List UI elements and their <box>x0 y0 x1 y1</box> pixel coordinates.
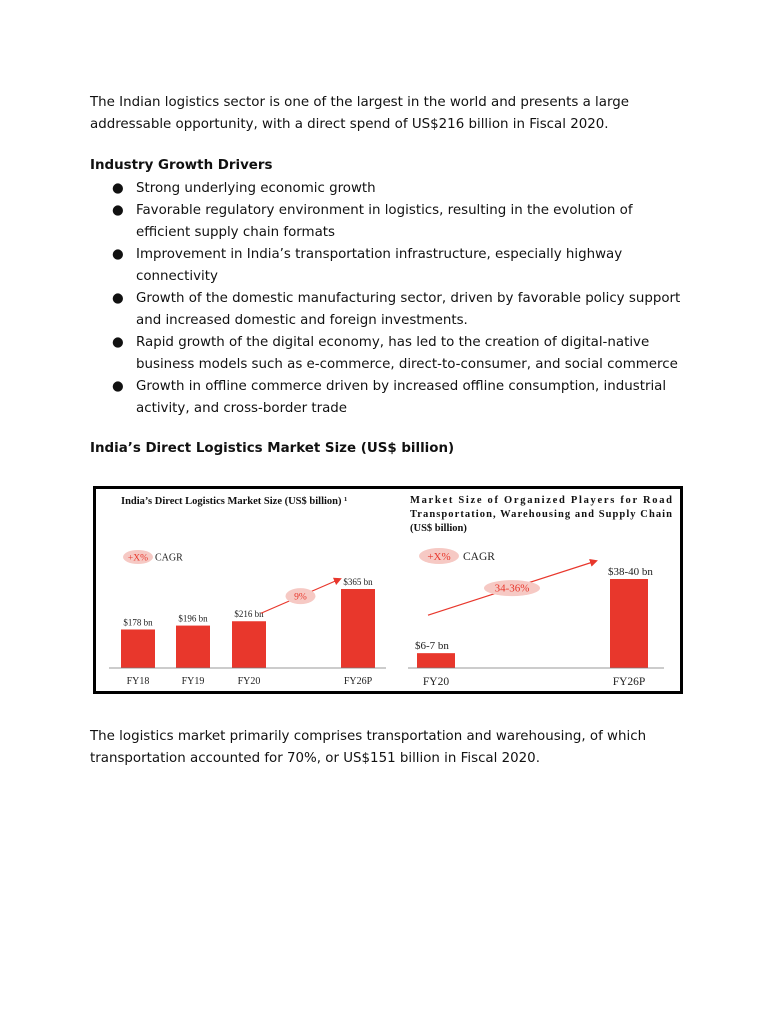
list-item <box>90 200 690 244</box>
data-label: $6-7 bn <box>415 640 449 653</box>
bullet-icon: ● <box>112 335 124 350</box>
data-label: $365 bn <box>343 577 373 587</box>
list-item-text: Strong underlying economic growth <box>136 181 376 196</box>
bar <box>121 629 155 668</box>
x-tick-label: FY19 <box>181 676 205 687</box>
list-item <box>90 288 690 332</box>
x-tick-label: FY26P <box>612 676 646 688</box>
data-label: $196 bn <box>178 613 208 624</box>
bullet-icon: ● <box>112 379 124 394</box>
list-item-text: Improvement in India’s transportation infrastructure, especially highway connectivity <box>136 247 623 284</box>
drivers-list <box>90 178 690 420</box>
bar <box>417 653 455 668</box>
market-heading: India’s Direct Logistics Market Size (US$ billion) <box>90 441 455 456</box>
list-item <box>90 376 690 420</box>
chart-right-title-line: Market Size of Organized Players for Road <box>410 495 672 506</box>
list-item-text: Rapid growth of the digital economy, has led to the creation of digital-native business models such as e-commerce, direct-to-consumer, and social commerce <box>136 335 678 372</box>
cagr-label: 34-36% <box>494 582 530 595</box>
list-item <box>90 244 690 288</box>
legend-pill-text: +X% <box>127 553 149 564</box>
bar <box>176 626 210 668</box>
chart-right-title-line: (US$ billion) <box>410 523 467 534</box>
bullet-icon: ● <box>112 247 124 262</box>
x-tick-label: FY20 <box>422 676 450 688</box>
x-tick-label: FY18 <box>126 676 150 687</box>
x-tick-label: FY20 <box>237 676 261 687</box>
legend-pill-text: +X% <box>427 551 451 563</box>
chart-left <box>109 496 386 687</box>
market-size-figure <box>93 486 683 694</box>
list-item-text: Growth in offline commerce driven by increased offline consumption, industrial activity, and cross-border trade <box>136 379 667 416</box>
intro-paragraph: The Indian logistics sector is one of the largest in the world and presents a large addressable opportunity, with a direct spend of US$216 billion in Fiscal 2020. <box>90 95 629 132</box>
legend-label: CAGR <box>463 551 495 563</box>
drivers-heading: Industry Growth Drivers <box>90 158 273 173</box>
bullet-icon: ● <box>112 181 124 196</box>
list-item-text: Favorable regulatory environment in logistics, resulting in the evolution of efficient supply chain formats <box>136 203 633 240</box>
bullet-icon: ● <box>112 291 124 306</box>
closing-paragraph: The logistics market primarily comprises transportation and warehousing, of which transportation accounted for 70%, or US$151 billion in Fiscal 2020. <box>90 729 647 766</box>
x-tick-label: FY26P <box>343 676 373 687</box>
charts-svg <box>96 489 680 691</box>
chart-left-title: India’s Direct Logistics Market Size (US$ billion) ¹ <box>121 496 348 507</box>
list-item <box>90 178 690 200</box>
bar <box>341 589 375 668</box>
list-item-text: Growth of the domestic manufacturing sector, driven by favorable policy support and increased domestic and foreign investments. <box>136 291 681 328</box>
data-label: $178 bn <box>123 617 153 628</box>
bar <box>610 579 648 668</box>
chart-right-title-line: Transportation, Warehousing and Supply Chain <box>410 509 672 520</box>
data-label: $38-40 bn <box>608 566 653 578</box>
cagr-label: 9% <box>294 592 307 603</box>
bar <box>232 621 266 668</box>
data-label: $216 bn <box>234 609 264 620</box>
chart-right <box>408 495 672 688</box>
bar-group <box>121 577 375 687</box>
legend-label: CAGR <box>155 552 183 564</box>
list-item <box>90 332 690 376</box>
bullet-icon: ● <box>112 203 124 218</box>
